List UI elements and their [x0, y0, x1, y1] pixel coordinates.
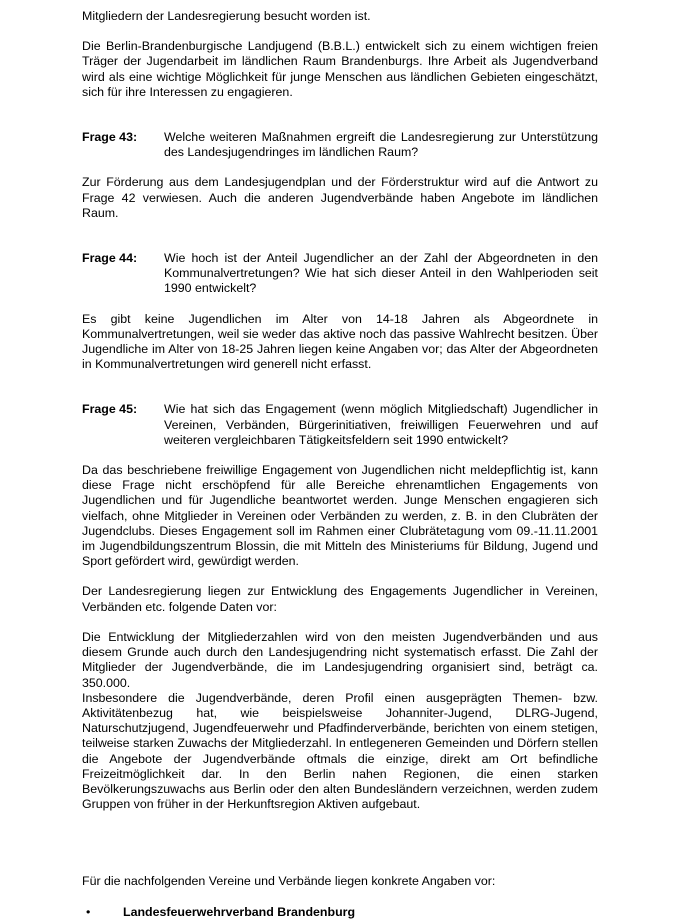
list-item-label: Landesfeuerwehrverband Brandenburg [123, 904, 356, 919]
answer-45-data-intro: Der Landesregierung liegen zur Entwicklung des Engagements Jugendlicher in Vereinen, Verbänden etc. folgende Daten vor: [82, 584, 598, 614]
list-item [82, 905, 598, 920]
paragraph-bbl: Die Berlin-Brandenburgische Landjugend (B.B.L.) entwickelt sich zu einem wichtigen freien Träger der Jugendarbeit im ländlichen Raum Brandenburgs. Ihre Arbeit als Jugendverband wird als eine wichtige Möglichkeit für junge Menschen aus ländlichen Gebieten eingeschätzt, sich für ihre Interessen zu engagieren. [82, 39, 598, 99]
question-44-label: Frage 44: [82, 251, 138, 266]
answer-45-youth-associations: Insbesondere die Jugendverbände, deren Profil einen ausgeprägten Themen- bzw. Aktivitätenbezug hat, wie beispielsweise Johanniter-Jugend, DLRG-Jugend, Naturschutzjugend, Jugendfeuerwehr und Pfadfinderverbände, berichten von einem stetigen, teilweise starken Zuwachs der Mitgliederzahl. In entlegeneren Gemeinden und Dörfern stellen die Angebote der Jugendverbände oftmals die einzige, direkt am Ort befindliche Freizeitmöglichkeit dar. In den Berlin nahen Regionen, die einen starken Bevölkerungszuwachs aus Berlin oder den alten Bundesländern verzeichnen, werden zudem Gruppen von früher in der Herkunftsregion Aktiven aufgebaut. [82, 690, 598, 812]
question-44-text: Wie hoch ist der Anteil Jugendlicher an der Zahl der Abgeordneten in den Kommunalvertretungen? Wie hat sich dieser Anteil in den Wahlperioden seit 1990 entwickelt? [164, 251, 598, 296]
answer-45-member-count: Die Entwicklung der Mitgliederzahlen wird von den meisten Jugendverbänden und aus diesem Grunde auch durch den Landesjugendring nicht systematisch erfasst. Die Zahl der Mitglieder der Jugendverbände, die im Landesjugendring organisiert sind, beträgt ca. 350.000. [82, 629, 598, 690]
question-44 [82, 251, 598, 297]
question-45-label: Frage 45: [82, 402, 138, 417]
bullet-icon: • [86, 904, 91, 919]
question-43-text: Welche weiteren Maßnahmen ergreift die Landesregierung zur Unterstützung des Landesjugendringes im ländlichen Raum? [164, 130, 598, 160]
question-43-label: Frage 43: [82, 130, 138, 145]
answer-45-list-intro: Für die nachfolgenden Vereine und Verbände liegen konkrete Angaben vor: [82, 874, 496, 889]
answer-44: Es gibt keine Jugendlichen im Alter von 14-18 Jahren als Abgeordnete in Kommunalvertretungen, weil sie weder das aktive noch das passive Wahlrecht besitzen. Über Jugendliche im Alter von 18-25 Jahren liegen keine Angaben vor; das Alter der Abgeordneten in Kommunalvertretungen wird generell nicht erfasst. [82, 311, 598, 372]
answer-43: Zur Förderung aus dem Landesjugendplan und der Förderstruktur wird auf die Antwort zu Frage 42 verwiesen. Auch die anderen Jugendverbände haben Angebote im ländlichen Raum. [82, 175, 598, 220]
document-page [82, 9, 598, 920]
paragraph-continuation: Mitgliedern der Landesregierung besucht worden ist. [82, 9, 371, 23]
question-45-text: Wie hat sich das Engagement (wenn möglich Mitgliedschaft) Jugendlicher in Vereinen, Verbänden, Bürgerinitiativen, freiwilligen Feuerwehren und auf weiteren vergleichbaren Tätigkeitsfeldern seit 1990 entwickelt? [164, 402, 598, 447]
answer-45-engagement: Da das beschriebene freiwillige Engagement von Jugendlichen nicht meldepflichtig ist, kann diese Frage nicht erschöpfend für alle Bereiche ehrenamtlichen Engagements von Jugendlichen und für Jugendliche beantwortet werden. Junge Menschen engagieren sich vielfach, ohne Mitglieder in Vereinen oder Verbänden zu werden, z. B. in den Clubräten der Jugendclubs. Dieses Engagement soll im Rahmen einer Clubrätetagung vom 09.-11.11.2001 im Jugendbildungszentrum Blossin, die mit Mitteln des Ministeriums für Bildung, Jugend und Sport gefördert wird, gewürdigt werden. [82, 463, 598, 569]
question-43 [82, 130, 598, 160]
question-45 [82, 402, 598, 448]
